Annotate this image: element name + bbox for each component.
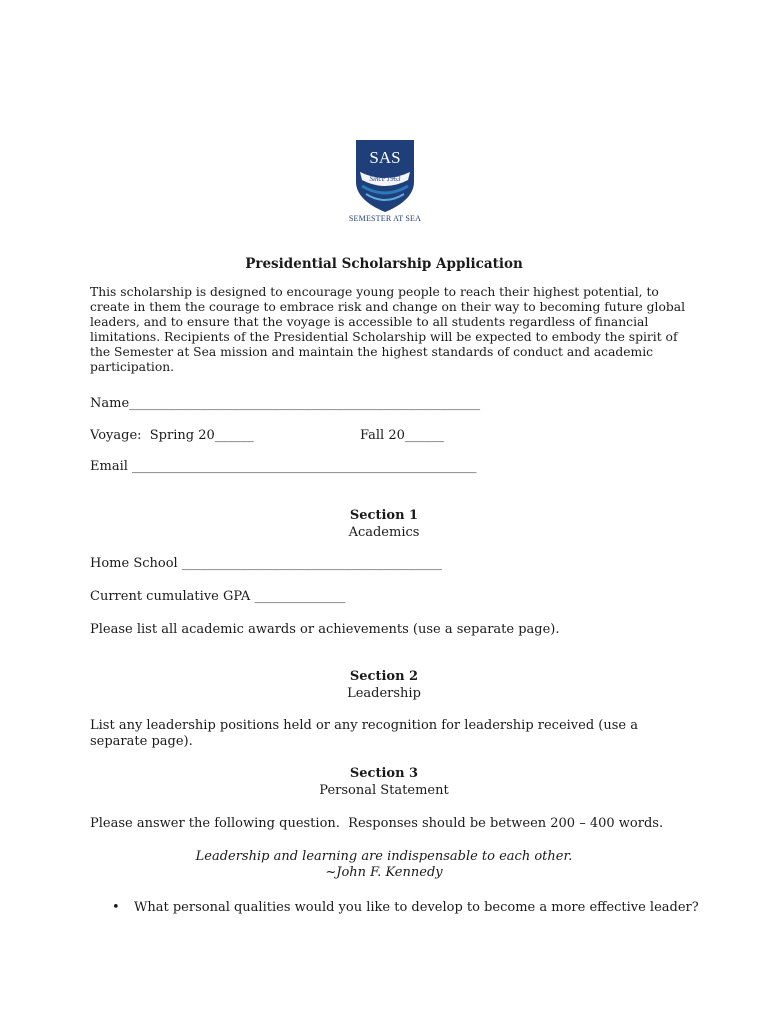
email-field[interactable]: Email _____________________________________________________ bbox=[90, 459, 477, 474]
name-field[interactable]: Name______________________________________________________ bbox=[90, 396, 481, 411]
shield-logo-icon bbox=[352, 138, 418, 214]
intro-paragraph: This scholarship is designed to encourage young people to reach their highest potential, to create in them the courage to embrace risk and change on their way to becoming future global leaders, and to ensure that the voyage is accessible to all students regardless of financial limitations. Recipients of the Presidential Scholarship will be expected to embody the spirit of the Semester at Sea mission and maintain the highest standards of conduct and academic participation. bbox=[90, 285, 685, 374]
sas-logo bbox=[330, 138, 440, 230]
gpa-field[interactable]: Current cumulative GPA ______________ bbox=[90, 589, 346, 604]
section-1-name: Academics bbox=[348, 525, 420, 540]
section-2-number: Section 2 bbox=[349, 669, 419, 684]
kennedy-quote: Leadership and learning are indispensable to each other. bbox=[195, 849, 573, 864]
leadership-instruction: List any leadership positions held or any recognition for leadership received (use a separate page). bbox=[90, 718, 638, 749]
section-3-number: Section 3 bbox=[349, 766, 419, 781]
quote-attribution: ~John F. Kennedy bbox=[325, 865, 443, 880]
bullet-icon: • bbox=[112, 900, 120, 915]
essay-question-text: What personal qualities would you like to develop to become a more effective leader? bbox=[134, 900, 699, 915]
voyage-spring-field[interactable]: Voyage: Spring 20______ bbox=[90, 428, 254, 443]
logo-caption: SEMESTER AT SEA bbox=[348, 214, 422, 223]
section-1-number: Section 1 bbox=[349, 508, 419, 523]
statement-instruction: Please answer the following question. Responses should be between 200 – 400 words. bbox=[90, 816, 664, 831]
voyage-fall-field[interactable]: Fall 20______ bbox=[360, 428, 444, 443]
section-1-heading bbox=[0, 508, 768, 540]
essay-question-item bbox=[112, 900, 699, 915]
section-3-name: Personal Statement bbox=[319, 783, 449, 798]
section-2-name: Leadership bbox=[347, 686, 421, 701]
logo-ribbon-text: Since 1963 bbox=[369, 175, 401, 183]
page-title: Presidential Scholarship Application bbox=[245, 256, 523, 272]
section-2-heading bbox=[0, 669, 768, 701]
section-3-heading bbox=[0, 766, 768, 798]
home-school-field[interactable]: Home School ________________________________________ bbox=[90, 556, 442, 571]
awards-instruction: Please list all academic awards or achievements (use a separate page). bbox=[90, 622, 560, 637]
logo-monogram: SAS bbox=[369, 148, 401, 167]
